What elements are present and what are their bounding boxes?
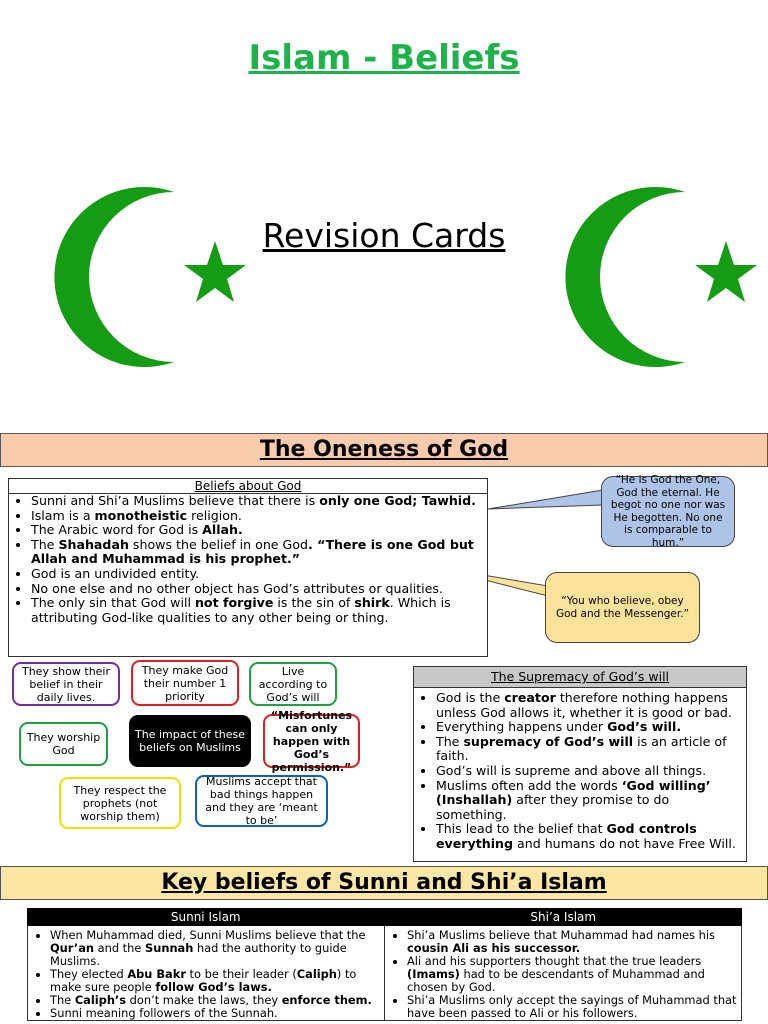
list-item-text: When Muhammad died, Sunni Muslims believe that the [50, 928, 366, 942]
list-item-text: to be their leader ( [185, 967, 297, 981]
list-item-text: is the sin of [273, 595, 355, 611]
list-item-text: cousin Ali as his successor. [407, 941, 581, 955]
impact-bubble-misfortunes: “Misfortunes can only happen with God’s permission.” [263, 714, 360, 768]
list-item-text: They elected [50, 967, 128, 981]
list-item-text: follow God’s laws. [155, 980, 272, 994]
list-item-text: only one God; Tawhid. [319, 493, 476, 508]
impact-center: The impact of these beliefs on Muslims [129, 715, 251, 767]
list-item [407, 994, 737, 1020]
list-item [50, 968, 380, 994]
beliefs-box-heading: Beliefs about God [9, 479, 487, 494]
list-item-text: . Which is attributing God-like qualities to any other being or thing. [31, 595, 451, 625]
list-item [436, 735, 742, 764]
beliefs-list [9, 494, 487, 625]
list-item [31, 538, 483, 567]
impact-bubble-worship: They worship God [19, 722, 108, 766]
impact-bubble-prophets: They respect the prophets (not worship them) [59, 777, 181, 829]
list-item-text: had the authority to guide Muslims. [50, 941, 347, 968]
sunni-column [28, 926, 384, 1020]
list-item-text: ) to make sure people [50, 967, 357, 994]
list-item [31, 567, 483, 582]
list-item [436, 720, 742, 735]
supremacy-box-heading: The Supremacy of God’s will [414, 667, 746, 688]
list-item-text: Sunnah [145, 941, 194, 955]
list-item [436, 822, 742, 851]
impact-bubble-daily-lives: They show their belief in their daily lives. [12, 662, 120, 706]
list-item-text: after they promise to do something. [436, 792, 670, 822]
list-item-text: therefore nothing happens unless God allows it, whether it is good or bad. [436, 690, 732, 720]
list-item-text: Caliph [296, 967, 337, 981]
sunni-shia-table [27, 908, 742, 1021]
table-body-row [27, 926, 742, 1021]
shia-column [384, 926, 741, 1020]
list-item-text: . “There is one God but Allah and Muhammad is his prophet.” [31, 536, 474, 567]
list-item-text: Abu Bakr [127, 967, 186, 981]
list-item [31, 494, 483, 509]
list-item-text: (Imams) [407, 967, 460, 981]
list-item [50, 929, 380, 968]
list-item-text: creator [504, 690, 556, 705]
list-item-text: Shahadah [58, 536, 129, 552]
list-item-text: Ali and his supporters thought that the true leaders [407, 954, 702, 968]
page-title: Islam - Beliefs [248, 38, 520, 78]
list-item-text: God is an undivided entity. [31, 565, 200, 581]
table-header-row [27, 908, 742, 926]
impact-bubble-meant-to-be: Muslims accept that bad things happen and they are ‘meant to be’ [195, 775, 328, 827]
list-item-text: The [50, 993, 75, 1007]
impact-bubble-priority: They make God their number 1 priority [131, 660, 239, 706]
list-item-text: don’t make the laws, they [126, 993, 282, 1007]
quote-callout-blue: “He is God the One, God the eternal. He begot no one nor was He begotten. No one is comparable to hum.” [601, 476, 735, 547]
section-title-oneness: The Oneness of God [0, 433, 768, 467]
quote-callout-yellow: “You who believe, obey God and the Messenger.” [545, 572, 700, 643]
list-item-text: The [436, 733, 464, 749]
list-item-text: is an article of faith. [436, 733, 727, 764]
list-item-text: Shi’a Muslims only accept the sayings of Muhammad that have been passed to Ali or his followers. [407, 993, 737, 1020]
list-item [31, 582, 483, 597]
list-item [407, 955, 737, 994]
beliefs-about-god-box [8, 478, 488, 657]
list-item-text: had to be descendants of Muhammad and chosen by God. [407, 967, 705, 994]
sunni-list [28, 929, 384, 1020]
list-item-text: ‘God willing’ (Inshallah) [436, 777, 711, 808]
list-item-text: Islam is a [31, 507, 95, 523]
list-item-text: The Arabic word for God is [31, 522, 203, 538]
list-item-text: shows the belief in one God [128, 536, 309, 552]
list-item-text: and humans do not have Free Will. [513, 835, 736, 851]
list-item [31, 596, 483, 625]
list-item-text: Everything happens under [436, 719, 608, 735]
column-header-sunni: Sunni Islam [170, 910, 241, 924]
list-item-text: Caliph’s [74, 993, 127, 1007]
list-item-text: God’s will is supreme and above all things. [436, 762, 707, 778]
list-item-text: enforce them. [281, 993, 372, 1007]
list-item [436, 779, 742, 823]
list-item-text: God’s will. [607, 719, 682, 735]
list-item-text: Qur’an [50, 941, 95, 955]
list-item-text: God is the [436, 690, 505, 705]
list-item-text: The only sin that God will [31, 595, 195, 611]
section-title-sunni-shia: Key beliefs of Sunni and Shi’a Islam [0, 866, 768, 900]
list-item-text: shirk [354, 595, 390, 611]
list-item [31, 523, 483, 538]
impact-bubble-gods-will: Live according to God’s will [249, 662, 337, 706]
shia-list [385, 929, 741, 1020]
list-item [436, 764, 742, 779]
list-item [31, 509, 483, 524]
list-item [50, 1007, 380, 1020]
list-item-text: The [31, 536, 59, 552]
list-item-text: Allah. [202, 522, 243, 538]
page-subtitle: Revision Cards [262, 216, 506, 255]
column-header-shia: Shi’a Islam [530, 910, 597, 924]
list-item-text: God controls everything [436, 821, 697, 851]
supremacy-box [413, 666, 747, 862]
list-item-text: Muslims often add the words [436, 777, 622, 793]
list-item [436, 691, 742, 720]
list-item-text: Sunni meaning followers of the Sunnah. [50, 1006, 278, 1020]
list-item-text: and the [94, 941, 146, 955]
list-item-text: This lead to the belief that [436, 821, 607, 837]
list-item [407, 929, 737, 955]
list-item-text: Sunni and Shi’a Muslims believe that there is [31, 493, 320, 508]
supremacy-list [414, 688, 746, 852]
list-item-text: monotheistic [94, 507, 188, 523]
list-item-text: religion. [187, 507, 242, 523]
list-item-text: No one else and no other object has God’s attributes or qualities. [31, 580, 443, 596]
list-item-text: supremacy of God’s will [463, 733, 634, 749]
list-item-text: not forgive [194, 595, 274, 611]
list-item-text: Shi’a Muslims believe that Muhammad had names his [407, 928, 715, 942]
